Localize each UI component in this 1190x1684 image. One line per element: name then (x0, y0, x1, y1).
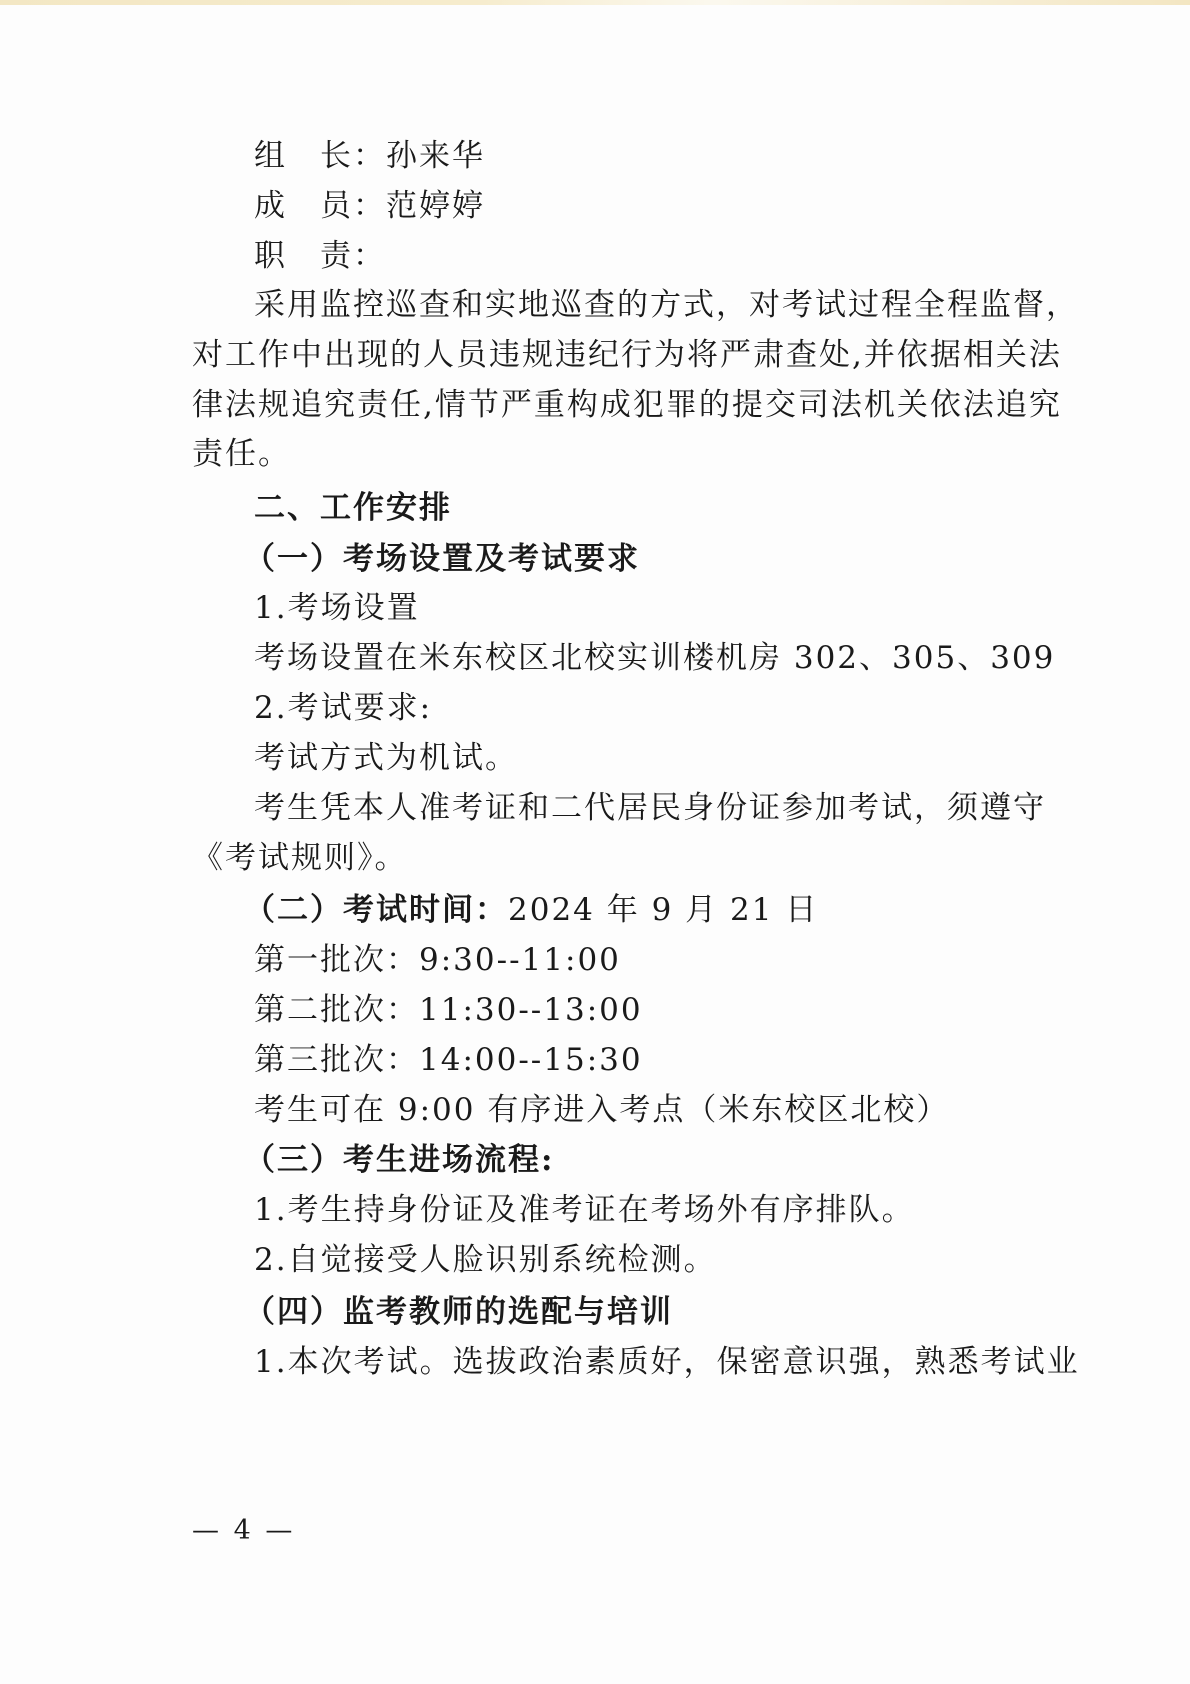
part-two-heading-line (244, 890, 818, 930)
batch-3: 第三批次：14:00--15:30 (254, 1042, 643, 1078)
page-number: — 4 — (192, 1515, 296, 1546)
entry-note: 考生可在 9:00 有序进入考点（米东校区北校） (254, 1092, 950, 1128)
duty-paragraph-line-2: 对工作中出现的人员违规违纪行为将严肃查处,并依据相关法 (192, 337, 1062, 373)
part-four-title: （四）监考教师的选配与培训 (244, 1294, 673, 1330)
part-one-item1-text: 考场设置在米东校区北校实训楼机房 302、305、309 (254, 640, 1056, 676)
member-name: 范婷婷 (386, 188, 485, 224)
part-one-item2-title: 2.考试要求: (254, 690, 433, 726)
member-label: 成 员： (254, 188, 386, 224)
scan-edge-stripe (0, 0, 1190, 5)
part-one-title: （一）考场设置及考试要求 (244, 541, 640, 577)
section-two-title: 二、工作安排 (254, 490, 452, 526)
part-four-item-1: 1.本次考试。选拔政治素质好，保密意识强，熟悉考试业 (254, 1344, 1080, 1380)
part-three-title: （三）考生进场流程: (244, 1142, 555, 1178)
part-three-step-2: 2.自觉接受人脸识别系统检测。 (254, 1242, 717, 1278)
leader-name: 孙来华 (386, 138, 485, 174)
part-two-title: （二）考试时间： (244, 892, 508, 928)
exam-date: 2024 年 9 月 21 日 (508, 892, 819, 928)
part-one-item2-text: 考试方式为机试。 (254, 740, 518, 776)
duty-paragraph-line-1: 采用监控巡查和实地巡查的方式，对考试过程全程监督， (254, 287, 1079, 323)
duty-label: 职 责： (254, 238, 386, 274)
duty-paragraph-line-4: 责任。 (192, 436, 291, 472)
part-one-item2-para-line-1: 考生凭本人准考证和二代居民身份证参加考试，须遵守 (254, 790, 1046, 826)
part-one-item2-para-line-2: 《考试规则》。 (192, 840, 408, 876)
batch-1: 第一批次：9:30--11:00 (254, 942, 621, 978)
part-three-step-1: 1.考生持身份证及准考证在考场外有序排队。 (254, 1192, 915, 1228)
leader-label: 组 长： (254, 138, 386, 174)
team-leader-line (254, 136, 485, 176)
team-member-line (254, 186, 485, 226)
duty-paragraph-line-3: 律法规追究责任,情节严重构成犯罪的提交司法机关依法追究 (192, 387, 1062, 423)
batch-2: 第二批次：11:30--13:00 (254, 992, 643, 1028)
part-one-item1-title: 1.考场设置 (254, 590, 420, 626)
